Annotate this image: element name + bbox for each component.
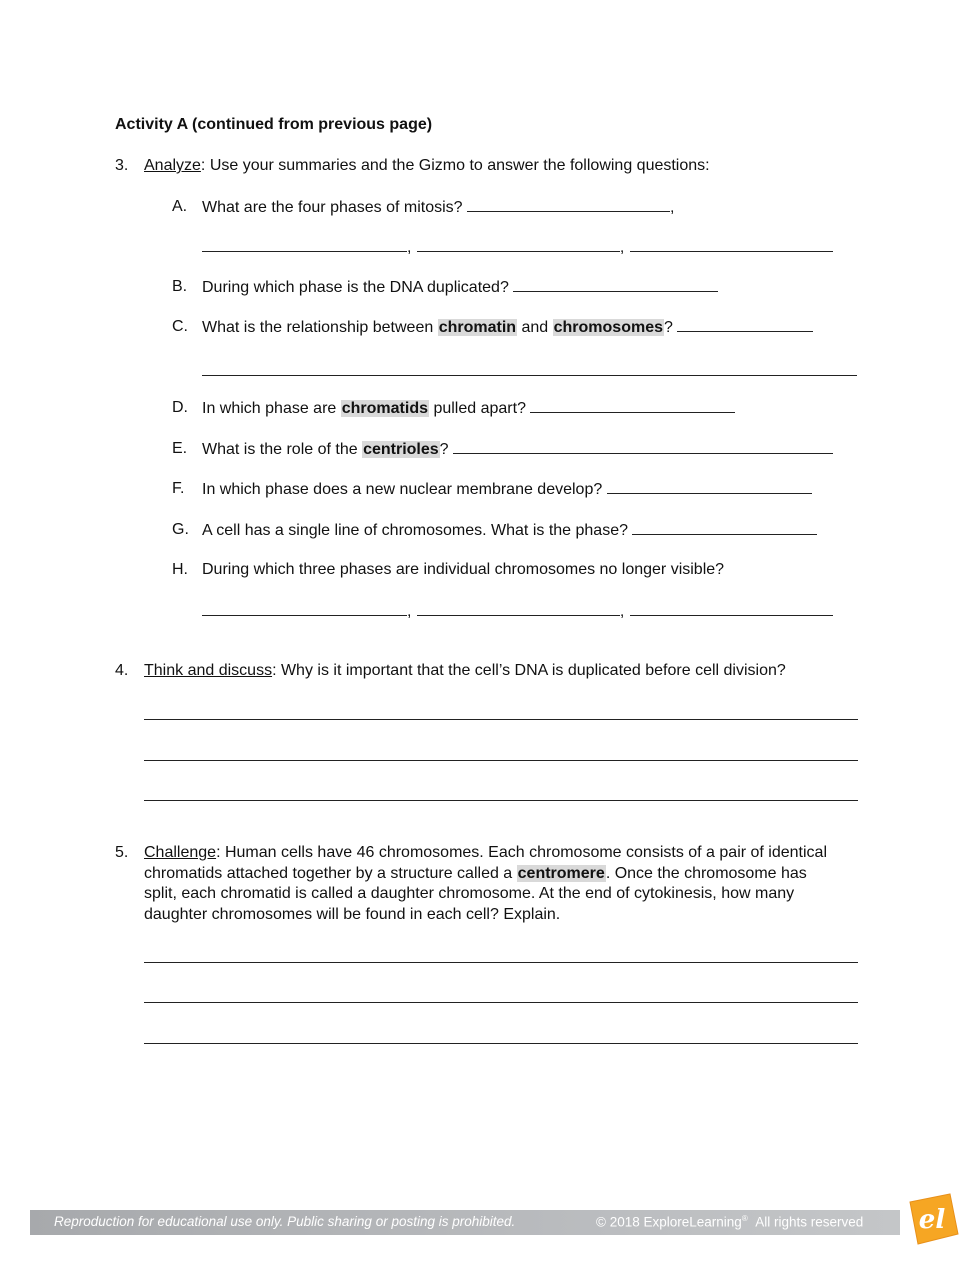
q3f-letter: F.	[172, 480, 185, 497]
q3a-answer-blank-4[interactable]	[630, 237, 833, 252]
q5-text-pre: : Human cells have 46 chromosomes. Each chromosome consists of a pair of identical chromatids attached together by a structure called a	[144, 844, 828, 882]
q3e-answer-blank[interactable]	[453, 439, 833, 454]
activity-heading: Activity A (continued from previous page)	[115, 116, 433, 133]
q5-answer-line-2[interactable]	[144, 1002, 858, 1003]
copyright-text: © 2018 ExploreLearning	[596, 1214, 742, 1230]
q3h-answer-row	[202, 601, 833, 622]
q3e-question	[202, 439, 833, 460]
q3a-text: What are the four phases of mitosis?	[202, 199, 463, 216]
explorelearning-logo-icon	[902, 1190, 962, 1250]
q3e-text-post: ?	[439, 441, 449, 458]
rights-text: All rights reserved	[755, 1214, 864, 1230]
q5-prompt	[144, 843, 844, 925]
q3d-letter: D.	[172, 399, 188, 416]
q4-answer-line-1[interactable]	[144, 719, 858, 720]
q3f-question	[202, 479, 812, 500]
q3c-text-post: ?	[664, 319, 673, 336]
q3c-answer-line-2[interactable]	[202, 375, 857, 376]
term-centrioles: centrioles	[363, 441, 439, 458]
term-chromatin: chromatin	[438, 319, 517, 336]
q5-answer-line-1[interactable]	[144, 962, 858, 963]
term-chromatids: chromatids	[341, 400, 428, 417]
q3c-answer-blank-1[interactable]	[677, 317, 813, 332]
q3h-text: During which three phases are individual chromosomes no longer visible?	[202, 561, 725, 578]
q3a-comma-2: ,	[407, 239, 412, 256]
q3-prompt	[144, 156, 710, 176]
q3a-answer-row	[202, 237, 833, 258]
q4-label: Think and discuss	[144, 662, 273, 679]
q3h-answer-blank-2[interactable]	[417, 601, 620, 616]
term-chromosomes: chromosomes	[553, 319, 663, 336]
q3-text: : Use your summaries and the Gizmo to answer the following questions:	[200, 157, 710, 174]
q3g-question	[202, 520, 817, 541]
q3g-answer-blank[interactable]	[632, 520, 817, 535]
term-centromere: centromere	[517, 864, 605, 882]
q3c-text-mid: and	[517, 319, 553, 336]
q3h-comma-1: ,	[407, 603, 412, 620]
q4-text: : Why is it important that the cell’s DNA is duplicated before cell division?	[272, 662, 786, 679]
q4-prompt	[144, 661, 786, 681]
q5-number: 5.	[115, 844, 129, 861]
q5-label: Challenge	[144, 844, 217, 861]
q3a-letter: A.	[172, 198, 188, 215]
q5-answer-line-3[interactable]	[144, 1043, 858, 1044]
footer-notice: Reproduction for educational use only. Public sharing or posting is prohibited.	[54, 1214, 516, 1229]
q3b-text: During which phase is the DNA duplicated?	[202, 279, 509, 296]
q3d-text-pre: In which phase are	[202, 400, 341, 417]
q4-number: 4.	[115, 662, 129, 679]
q3c-letter: C.	[172, 318, 188, 335]
q3g-letter: G.	[172, 521, 189, 538]
logo-text: el	[918, 1205, 946, 1235]
q3d-text-post: pulled apart?	[429, 400, 526, 417]
registered-mark: ®	[741, 1214, 748, 1223]
q3e-text-pre: What is the role of the	[202, 441, 363, 458]
q3h-answer-blank-3[interactable]	[630, 601, 833, 616]
q4-answer-line-3[interactable]	[144, 800, 858, 801]
q3a-question	[202, 197, 674, 218]
footer-bar	[30, 1210, 900, 1235]
q3h-letter: H.	[172, 561, 188, 578]
q3-label: Analyze	[144, 157, 201, 174]
q4-answer-line-2[interactable]	[144, 760, 858, 761]
q3a-answer-blank-3[interactable]	[417, 237, 620, 252]
q3h-comma-2: ,	[619, 603, 625, 620]
q3-number: 3.	[115, 157, 129, 174]
q3a-comma-3: ,	[619, 239, 625, 256]
q5-text-post: . Once the chromosome has split, each chromatid is called a daughter chromosome. At the end of cytokinesis, how many daughter chromosomes will be found in each cell? Explain.	[144, 864, 807, 923]
q3a-comma: ,	[670, 199, 675, 216]
q3h-answer-blank-1[interactable]	[202, 601, 407, 616]
q3g-text: A cell has a single line of chromosomes. What is the phase?	[202, 522, 628, 539]
q3c-text-pre: What is the relationship between	[202, 319, 438, 336]
footer-copyright	[596, 1214, 863, 1230]
q3b-answer-blank[interactable]	[513, 277, 718, 292]
q3e-letter: E.	[172, 440, 188, 457]
q3b-question	[202, 277, 718, 298]
q3d-question	[202, 398, 735, 419]
q3b-letter: B.	[172, 278, 188, 295]
q3f-text: In which phase does a new nuclear membrane develop?	[202, 481, 603, 498]
q3a-answer-blank-2[interactable]	[202, 237, 407, 252]
q3f-answer-blank[interactable]	[607, 479, 812, 494]
q3c-question	[202, 317, 813, 338]
q3d-answer-blank[interactable]	[530, 398, 735, 413]
q3a-answer-blank-1[interactable]	[467, 197, 670, 212]
